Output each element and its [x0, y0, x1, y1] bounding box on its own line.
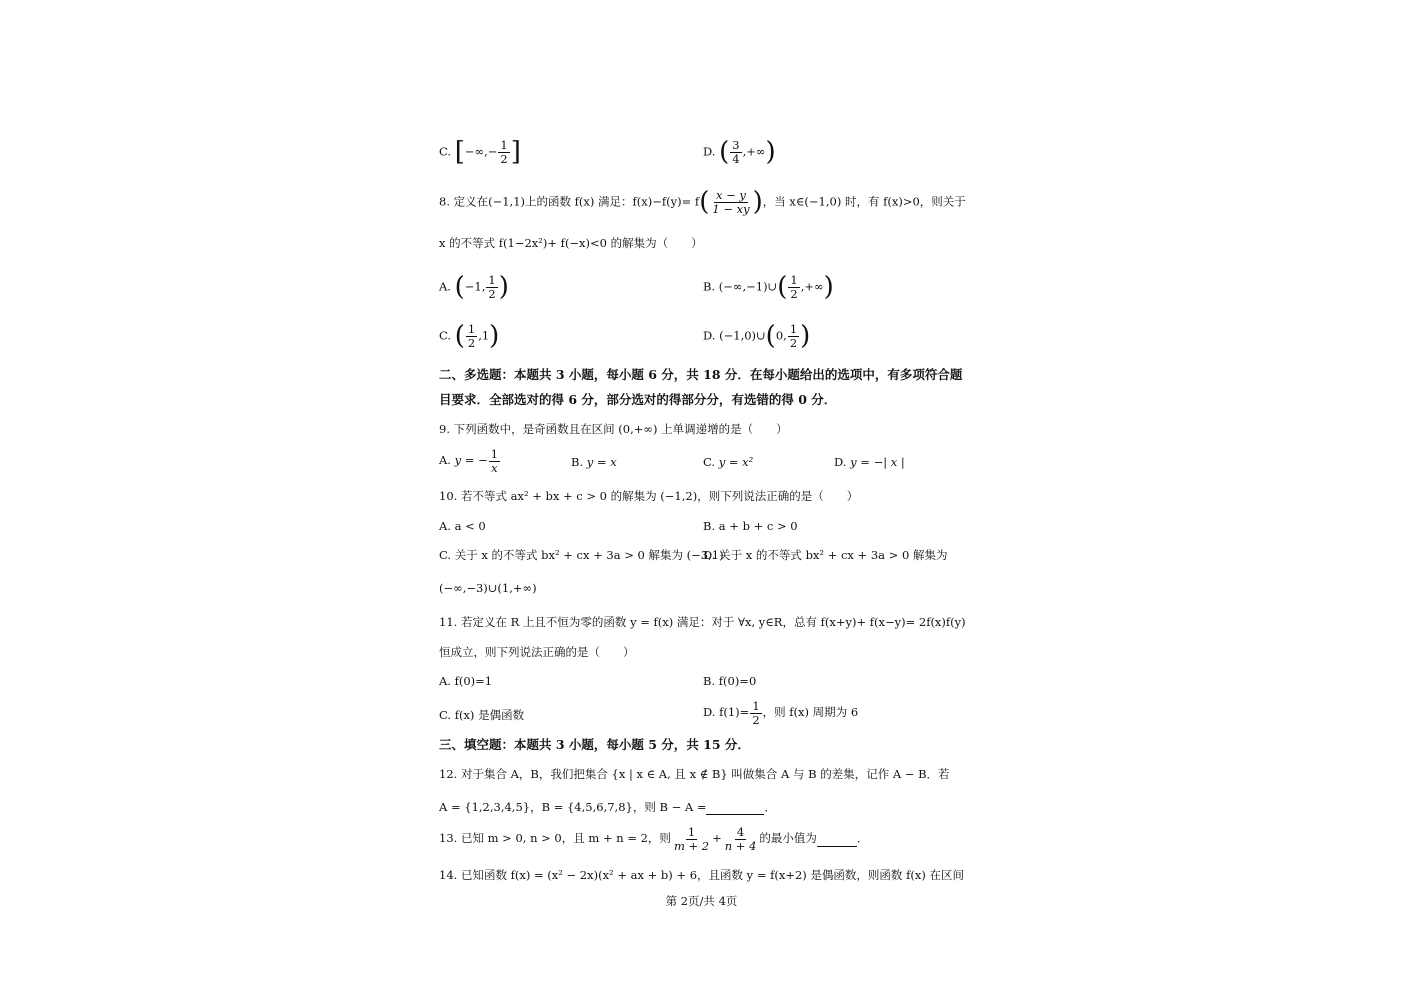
fraction: $\frac{1}{2}$ — [500, 138, 508, 166]
fraction: $\frac{1}{2}$ — [789, 322, 798, 350]
fraction: $\frac{1}{m + 2}$ — [673, 825, 710, 853]
q9-option-b: B. y = x — [571, 455, 617, 469]
q9-option-d: D. y = −| x | — [834, 455, 905, 469]
q9-option-a: A. y = − $\frac{1}{x}$ — [439, 447, 499, 475]
section2-heading-line1: 二、多选题：本题共 3 小题，每小题 6 分，共 18 分．在每小题给出的选项中，有多项符合题 — [439, 367, 963, 382]
fraction: $\frac{3}{4}$ — [732, 138, 740, 166]
q10-stem: 10. 若不等式 ax² + bx + c > 0 的解集为 (−1,2)，则下列说法正确的是（ ） — [439, 489, 859, 503]
q8-stem-line2: x 的不等式 f(1−2x²)+ f(−x)<0 的解集为（ ） — [439, 236, 703, 250]
q11-stem-line2: 恒成立，则下列说法正确的是（ ） — [439, 645, 635, 659]
q7-option-d: D. ( $\frac{3}{4}$ ,+∞) — [703, 137, 776, 167]
q9-stem: 9. 下列函数中，是奇函数且在区间 (0,+∞) 上单调递增的是（ ） — [439, 422, 788, 436]
left-bracket: [ — [454, 137, 465, 167]
fraction: $\frac{1}{2}$ — [790, 273, 798, 301]
q13-stem: 13. 已知 m > 0, n > 0，且 m + n = 2，则 $\frac{1}{m + 2}$ + $\frac{4}{n + 4}$ 的最小值为 ． — [439, 825, 869, 853]
q12-stem-line2: A = {1,2,3,4,5}，B = {4,5,6,7,8}，则 B − A = ． — [439, 800, 776, 814]
q9-option-c: C. y = x² — [703, 455, 754, 469]
q7-option-c: C. [−∞,− $\frac{1}{2}$ ] — [439, 137, 521, 167]
page-footer: 第 2页/共 4页 — [665, 894, 738, 908]
fraction: $\frac{1}{2}$ — [752, 699, 760, 727]
answer-blank[interactable] — [817, 831, 857, 846]
q10-option-a: A. a < 0 — [439, 519, 486, 533]
q10-option-d-continued: (−∞,−3)∪(1,+∞) — [439, 581, 537, 595]
fraction: $\frac{1}{2}$ — [467, 322, 476, 350]
q8-option-a: A. (−1, $\frac{1}{2}$ ) — [439, 272, 509, 302]
fraction: $\frac{1}{2}$ — [488, 273, 496, 301]
q10-option-b: B. a + b + c > 0 — [703, 519, 798, 533]
q8-option-b: B. (−∞,−1)∪( $\frac{1}{2}$ ,+∞) — [703, 272, 834, 302]
q10-option-d: D. 关于 x 的不等式 bx² + cx + 3a > 0 解集为 — [703, 548, 948, 562]
fraction: $\frac{4}{n + 4}$ — [724, 825, 757, 853]
q12-stem-line1: 12. 对于集合 A，B，我们把集合 {x | x ∈ A, 且 x ∉ B} 叫做集合 A 与 B 的差集，记作 A − B．若 — [439, 767, 950, 781]
fraction: $\frac{x - y}{1 - xy}$ — [712, 188, 750, 216]
q14-stem: 14. 已知函数 f(x) = (x² − 2x)(x² + ax + b) + 6，且函数 y = f(x+2) 是偶函数，则函数 f(x) 在区间 — [439, 868, 964, 882]
q11-option-d: D. f(1)= $\frac{1}{2}$ ，则 f(x) 周期为 6 — [703, 699, 859, 727]
section3-heading: 三、填空题：本题共 3 小题，每小题 5 分，共 15 分． — [439, 737, 750, 752]
right-bracket: ] — [510, 137, 521, 167]
fraction: $\frac{1}{x}$ — [490, 447, 499, 475]
q8-option-c: C. ( $\frac{1}{2}$ ,1) — [439, 321, 500, 351]
q11-option-a: A. f(0)=1 — [439, 674, 493, 688]
q11-option-b: B. f(0)=0 — [703, 674, 757, 688]
q8-stem-line1: 8. 定义在(−1,1)上的函数 f(x) 满足：f(x)−f(y)= f( $\frac{x - y}{1 - xy}$ )，当 x∈(−1,0) 时，有 f(x)>0，则关于 — [439, 187, 966, 217]
q8-option-d: D. (−1,0)∪(0, $\frac{1}{2}$ ) — [703, 321, 811, 351]
section2-heading-line2: 目要求．全部选对的得 6 分，部分选对的得部分分，有选错的得 0 分． — [439, 392, 837, 407]
q11-option-c: C. f(x) 是偶函数 — [439, 708, 525, 722]
answer-blank[interactable] — [706, 800, 764, 815]
q10-option-c: C. 关于 x 的不等式 bx² + cx + 3a > 0 解集为 (−3,1) — [439, 548, 724, 562]
q11-stem-line1: 11. 若定义在 R 上且不恒为零的函数 y = f(x) 满足：对于 ∀x, y∈R，总有 f(x+y)+ f(x−y)= 2f(x)f(y) — [439, 615, 966, 629]
